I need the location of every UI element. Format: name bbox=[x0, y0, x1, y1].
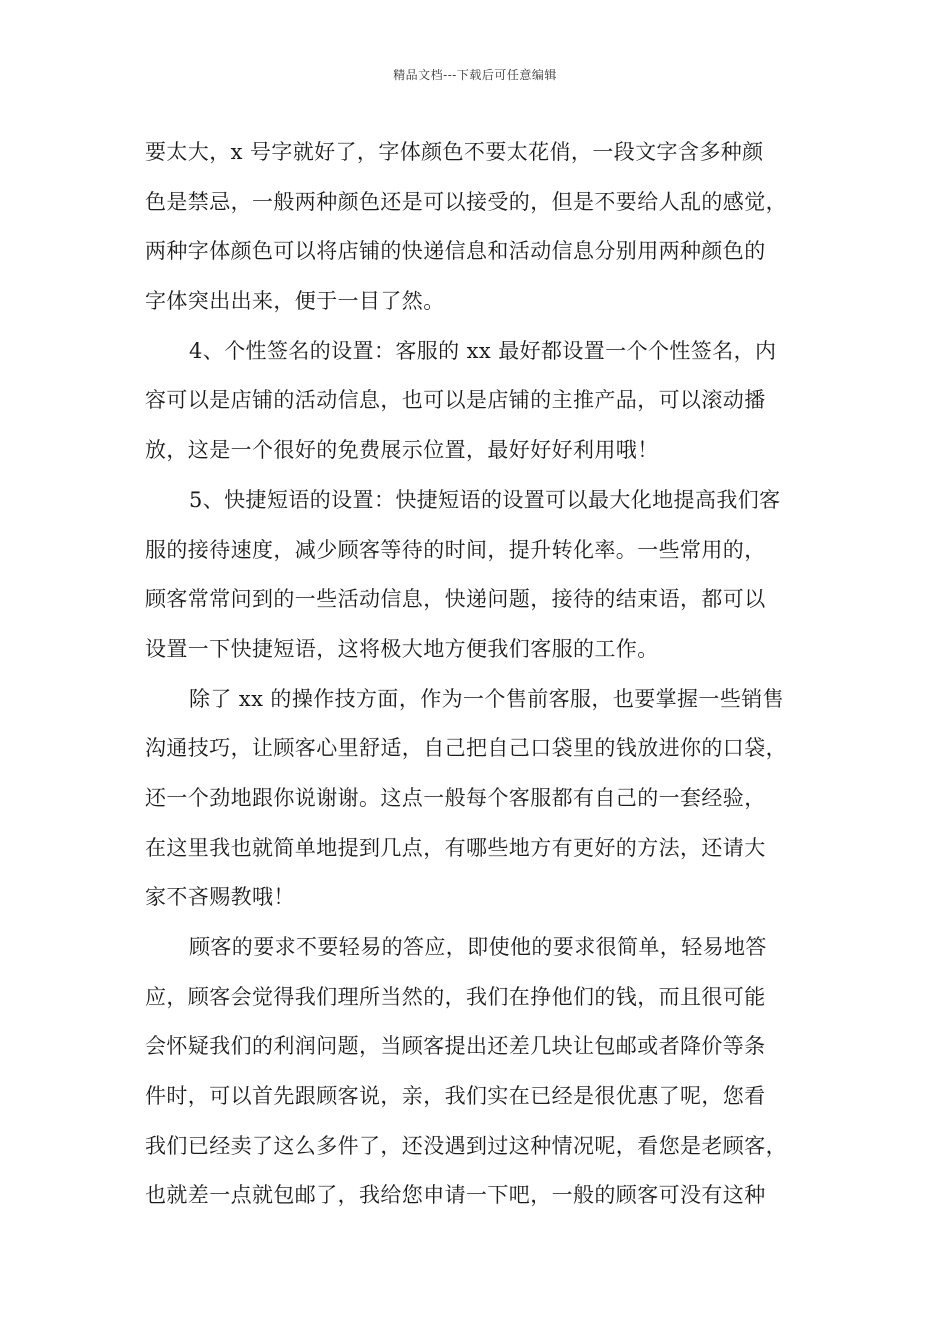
paragraph-start-line: 除了 xx 的操作技方面，作为一个售前客服，也要掌握一些销售 bbox=[189, 686, 785, 711]
text-line: 会怀疑我们的利润问题，当顾客提出还差几块让包邮或者降价等条 bbox=[145, 1034, 766, 1059]
paragraph-start-line: 顾客的要求不要轻易的答应，即使他的要求很简单，轻易地答 bbox=[189, 935, 767, 959]
text-line: 字体突出出来，便于一目了然。 bbox=[145, 289, 445, 314]
paragraph-start-line: 4、个性签名的设置：客服的 xx 最好都设置一个个性签名，内 bbox=[189, 338, 777, 363]
text-line: 两种字体颜色可以将店铺的快递信息和活动信息分别用两种颜色的 bbox=[145, 239, 766, 264]
text-line: 要太大，x 号字就好了，字体颜色不要太花俏，一段文字含多种颜 bbox=[145, 140, 764, 164]
text-line: 我们已经卖了这么多件了，还没遇到过这种情况呢，看您是老顾客， bbox=[145, 1133, 787, 1158]
text-line: 顾客常常问到的一些活动信息，快递问题，接待的结束语，都可以 bbox=[145, 587, 766, 612]
text-line: 服的接待速度，减少顾客等待的时间，提升转化率。一些常用的， bbox=[145, 537, 766, 562]
paragraph-start-line: 5、快捷短语的设置：快捷短语的设置可以最大化地提高我们客 bbox=[189, 487, 781, 512]
text-line: 还一个劲地跟你说谢谢。这点一般每个客服都有自己的一套经验， bbox=[145, 785, 766, 810]
text-line: 沟通技巧，让顾客心里舒适，自己把自己口袋里的钱放进你的口袋， bbox=[145, 736, 787, 761]
document-body bbox=[145, 128, 835, 1221]
text-line: 容可以是店铺的活动信息，也可以是店铺的主推产品，可以滚动播 bbox=[145, 388, 766, 413]
text-line: 应，顾客会觉得我们理所当然的，我们在挣他们的钱，而且很可能 bbox=[145, 984, 766, 1009]
page-header: 精品文档---下载后可任意编辑 bbox=[393, 68, 557, 82]
text-line: 色是禁忌，一般两种颜色还是可以接受的，但是不要给人乱的感觉， bbox=[145, 189, 787, 214]
text-line: 家不吝赐教哦！ bbox=[145, 885, 295, 910]
text-line: 也就差一点就包邮了，我给您申请一下吧，一般的顾客可没有这种 bbox=[145, 1183, 766, 1208]
text-line: 在这里我也就简单地提到几点，有哪些地方有更好的方法，还请大 bbox=[145, 835, 766, 860]
text-line: 件时，可以首先跟顾客说，亲，我们实在已经是很优惠了呢，您看 bbox=[145, 1084, 766, 1109]
text-line: 放，这是一个很好的免费展示位置，最好好好利用哦！ bbox=[145, 438, 659, 463]
text-line: 设置一下快捷短语，这将极大地方便我们客服的工作。 bbox=[145, 636, 659, 661]
